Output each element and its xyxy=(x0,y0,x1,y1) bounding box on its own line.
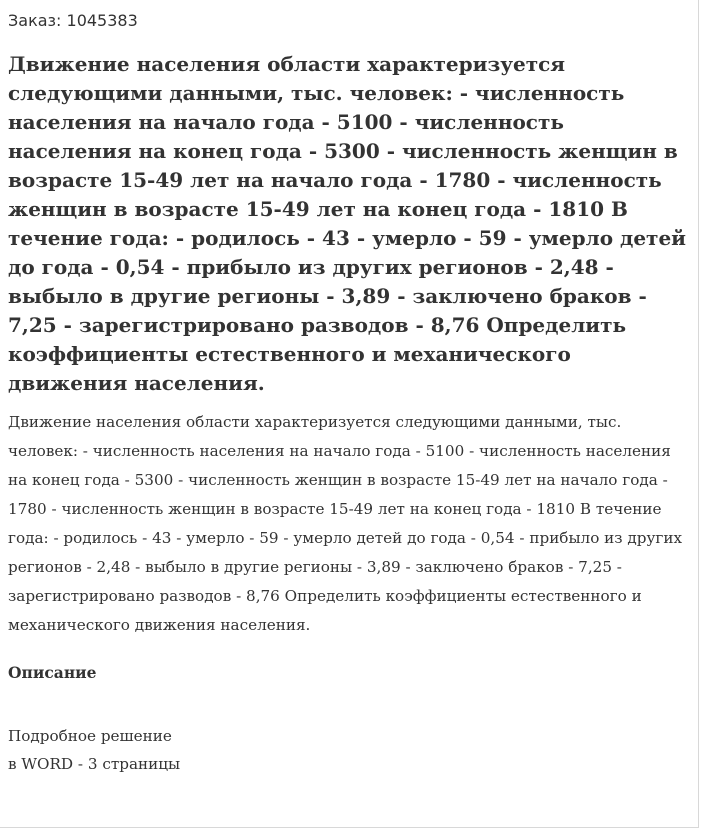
description-line-format: в WORD - 3 страницы xyxy=(8,755,181,773)
description-heading: Описание xyxy=(8,663,97,682)
description-body xyxy=(8,722,692,778)
task-title: Движение населения области характеризуется следующими данными, тыс. человек: - численность населения на начало года - 5100 - численность населения на конец года - 5300 - численность женщин в возрасте 15-49 лет на начало года - 1780 - численность женщин в возрасте 15-49 лет на конец года - 1810 В течение года: - родилось - 43 - умерло - 59 - умерло детей до года - 0,54 - прибыло из других регионов - 2,48 - выбыло в другие регионы - 3,89 - заключено браков - 7,25 - зарегистрировано разводов - 8,76 Определить коэффициенты естественного и механического движения населения. xyxy=(8,52,687,395)
order-number: Заказ: 1045383 xyxy=(8,11,138,30)
description-line-solution: Подробное решение xyxy=(8,727,172,745)
task-text: Движение населения области характеризуется следующими данными, тыс. человек: - численность населения на начало года - 5100 - численность населения на конец года - 5300 - численность женщин в возрасте 15-49 лет на начало года - 1780 - численность женщин в возрасте 15-49 лет на конец года - 1810 В течение года: - родилось - 43 - умерло - 59 - умерло детей до года - 0,54 - прибыло из других регионов - 2,48 - выбыло в другие регионы - 3,89 - заключено браков - 7,25 - зарегистрировано разводов - 8,76 Определить коэффициенты естественного и механического движения населения. xyxy=(8,413,683,634)
order-content xyxy=(8,10,692,778)
